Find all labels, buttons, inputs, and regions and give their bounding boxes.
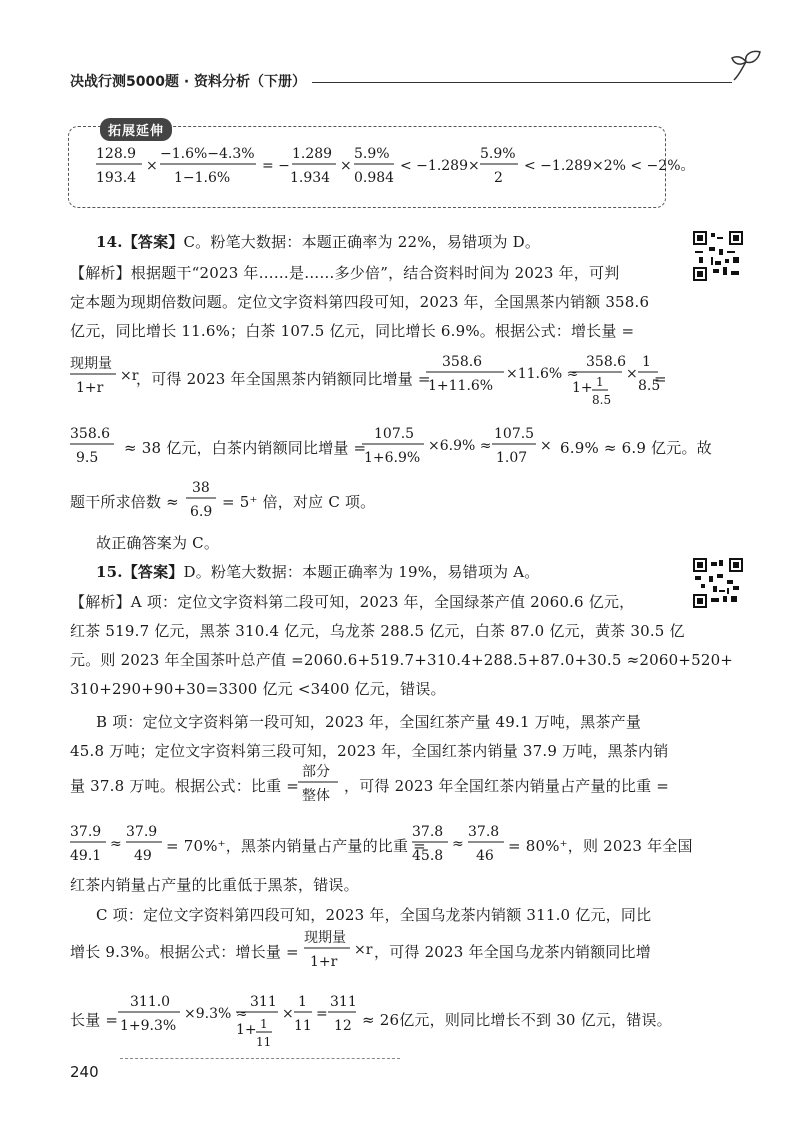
- svg-text:×: ×: [540, 438, 552, 454]
- svg-text:= −: = −: [262, 158, 290, 174]
- svg-text:37.9: 37.9: [126, 824, 158, 840]
- svg-text:46: 46: [476, 848, 494, 864]
- svg-text:11: 11: [256, 1035, 272, 1049]
- svg-text:128.9: 128.9: [96, 146, 137, 162]
- svg-text:1+: 1+: [572, 380, 593, 396]
- svg-text:311: 311: [250, 994, 277, 1010]
- svg-text:49: 49: [134, 848, 152, 864]
- tip-formula: [96, 140, 695, 190]
- svg-text:38: 38: [192, 480, 210, 496]
- svg-text:2: 2: [494, 170, 503, 186]
- svg-text:1+r: 1+r: [310, 954, 338, 970]
- q14-analysis-line3: 亿元，同比增长 11.6%；白茶 107.5 亿元，同比增长 6.9%。根据公式：增长量 =: [70, 322, 635, 340]
- q15-b-line3-post: ，可得 2023 年全国红茶内销量占产量的比重 =: [344, 777, 670, 795]
- svg-text:现期量: 现期量: [304, 930, 346, 946]
- svg-text:358.6: 358.6: [442, 354, 483, 370]
- svg-text:6.9: 6.9: [190, 504, 213, 520]
- q14-formula2-calc: [362, 420, 558, 470]
- svg-text:12: 12: [334, 1018, 352, 1034]
- q14-answer-label: 14.【答案】: [96, 233, 184, 251]
- svg-text:1: 1: [642, 354, 651, 370]
- svg-text:11: 11: [294, 1018, 312, 1034]
- svg-text:1: 1: [260, 1017, 268, 1031]
- q15-a-line2: 红茶 519.7 亿元，黑茶 310.4 亿元，乌龙茶 288.5 亿元，白茶 87.0 亿元，黄茶 30.5 亿: [70, 622, 685, 640]
- qr-code-icon[interactable]: [693, 558, 743, 608]
- q14-formula1-text: ，可得 2023 年全国黑茶内销额同比增量 =: [136, 370, 431, 388]
- svg-text:< −1.289×: < −1.289×: [400, 158, 480, 174]
- q15-answer-label: 15.【答案】: [96, 563, 184, 581]
- tip-box-label: 拓展延伸: [100, 118, 172, 141]
- svg-text:1.07: 1.07: [496, 450, 528, 466]
- svg-text:0.984: 0.984: [354, 170, 395, 186]
- svg-text:×: ×: [626, 366, 638, 382]
- svg-text:8.5: 8.5: [592, 393, 612, 407]
- q14-formula1-equals: =: [654, 370, 667, 388]
- svg-text:49.1: 49.1: [70, 848, 102, 864]
- q15-a-line4: 310+290+90+30=3300 亿元 <3400 亿元，错误。: [70, 680, 446, 698]
- svg-text:1.934: 1.934: [290, 170, 331, 186]
- q14-formula3-prefix: 题干所求倍数 ≈: [70, 493, 179, 511]
- q15-c-line2-pre: 增长 9.3%。根据公式：增长量 =: [70, 943, 299, 961]
- q15-a-line1: 【解析】A 项：定位文字资料第二段可知，2023 年，全国绿茶产值 2060.6 亿元，: [70, 593, 635, 611]
- svg-text:< −1.289×2% < −2%。: < −1.289×2% < −2%。: [524, 158, 695, 174]
- q15-b-line5: 红茶内销量占产量的比重低于黑茶，错误。: [70, 876, 359, 894]
- svg-text:107.5: 107.5: [494, 426, 535, 442]
- svg-text:358.6: 358.6: [70, 426, 111, 442]
- svg-text:=: =: [316, 1006, 328, 1022]
- q15-c-growth-formula: [304, 924, 380, 974]
- footer-dashed-rule: [120, 1058, 400, 1059]
- q14-formula2-left: [70, 420, 120, 470]
- q14-formula2-end: 6.9% ≈ 6.9 亿元。故: [560, 439, 712, 457]
- q14-formula2-mid: ≈ 38 亿元，白茶内销额同比增量 =: [124, 439, 367, 457]
- svg-text:358.6: 358.6: [586, 354, 627, 370]
- q14-conclusion: 故正确答案为 C。: [96, 534, 220, 552]
- page-number: 240: [70, 1063, 99, 1081]
- svg-text:整体: 整体: [302, 788, 330, 804]
- q15-b-line4-end: = 80%⁺，则 2023 年全国: [508, 837, 693, 855]
- svg-text:×6.9% ≈: ×6.9% ≈: [428, 438, 492, 454]
- svg-text:×: ×: [146, 158, 158, 174]
- svg-text:×11.6% ≈: ×11.6% ≈: [506, 366, 579, 382]
- svg-text:37.8: 37.8: [468, 824, 500, 840]
- q15-answer-text: D。粉笔大数据：本题正确率为 19%，易错项为 A。: [183, 563, 540, 581]
- q15-a-line3: 元。则 2023 年全国茶叶总产值 =2060.6+519.7+310.4+288.5+87.0+30.5 ≈2060+520+: [70, 651, 734, 669]
- svg-text:×9.3% ≈: ×9.3% ≈: [184, 1006, 248, 1022]
- svg-text:311: 311: [330, 994, 357, 1010]
- q15-c-calc: [118, 988, 358, 1060]
- svg-text:8.5: 8.5: [638, 378, 661, 394]
- svg-text:5.9%: 5.9%: [480, 146, 516, 162]
- svg-text:1+: 1+: [236, 1022, 257, 1038]
- q15-c-line2-post: ，可得 2023 年全国乌龙茶内销额同比增: [374, 943, 651, 961]
- svg-text:×: ×: [340, 158, 352, 174]
- svg-text:1: 1: [298, 994, 307, 1010]
- q14-formula3-fraction: [186, 474, 220, 524]
- svg-text:≈: ≈: [110, 836, 122, 852]
- svg-text:1−1.6%: 1−1.6%: [174, 170, 231, 186]
- q14-analysis-line1: 【解析】根据题干“2023 年……是……多少倍”，结合资料时间为 2023 年，可判: [70, 264, 620, 282]
- svg-text:1+9.3%: 1+9.3%: [120, 1018, 177, 1034]
- q15-b-line1: B 项：定位文字资料第一段可知，2023 年，全国红茶产量 49.1 万吨，黑茶产量: [96, 713, 642, 731]
- q15-c-line3-pre: 长量 =: [70, 1011, 119, 1029]
- svg-text:部分: 部分: [302, 764, 330, 780]
- sprout-icon: [726, 44, 766, 84]
- svg-text:×: ×: [282, 1006, 294, 1022]
- svg-text:≈: ≈: [452, 836, 464, 852]
- q15-b-line2: 45.8 万吨；定位文字资料第三段可知，2023 年，全国红茶内销量 37.9 万吨，黑茶内销: [70, 742, 669, 760]
- running-header-title: 决战行测5000题 · 资料分析（下册）: [70, 74, 307, 90]
- q14-answer-line: [96, 232, 540, 252]
- q14-formula1-calc: [426, 348, 666, 418]
- header-rule: [312, 82, 732, 83]
- svg-text:5.9%: 5.9%: [354, 146, 390, 162]
- svg-text:107.5: 107.5: [374, 426, 415, 442]
- svg-text:1+11.6%: 1+11.6%: [428, 378, 494, 394]
- svg-text:193.4: 193.4: [96, 170, 137, 186]
- q15-b-share-formula: [298, 758, 344, 808]
- svg-text:−1.6%−4.3%: −1.6%−4.3%: [160, 146, 255, 162]
- q14-analysis-line2: 定本题为现期倍数问题。定位文字资料第四段可知，2023 年，全国黑茶内销额 358.6: [70, 293, 650, 311]
- svg-text:311.0: 311.0: [130, 994, 171, 1010]
- q15-c-line3-post: ≈ 26亿元，则同比增长不到 30 亿元，错误。: [362, 1011, 672, 1029]
- qr-code-icon[interactable]: [693, 231, 743, 281]
- svg-text:9.5: 9.5: [76, 450, 99, 466]
- svg-text:×r: ×r: [354, 942, 373, 958]
- svg-text:1.289: 1.289: [292, 146, 333, 162]
- q15-c-line1: C 项：定位文字资料第四段可知，2023 年，全国乌龙茶内销额 311.0 亿元，同比: [96, 906, 652, 924]
- q14-answer-text: C。粉笔大数据：本题正确率为 22%，易错项为 D。: [183, 233, 541, 251]
- q14-formula3-suffix: = 5⁺ 倍，对应 C 项。: [222, 493, 376, 511]
- svg-text:1+6.9%: 1+6.9%: [364, 450, 421, 466]
- svg-text:现期量: 现期量: [70, 356, 112, 372]
- q14-formula2-result: ≈ 6.9 亿元。故: [603, 439, 712, 457]
- svg-text:37.9: 37.9: [70, 824, 102, 840]
- svg-text:45.8: 45.8: [412, 848, 444, 864]
- q15-b-line4-mid: = 70%⁺，黑茶内销量占产量的比重 =: [166, 837, 426, 855]
- svg-text:1+r: 1+r: [76, 380, 104, 396]
- svg-text:×r: ×r: [120, 368, 139, 384]
- q15-answer-line: [96, 562, 539, 582]
- svg-text:1: 1: [596, 375, 604, 389]
- q15-b-line3-pre: 量 37.8 万吨。根据公式：比重 =: [70, 777, 300, 795]
- svg-text:37.8: 37.8: [412, 824, 444, 840]
